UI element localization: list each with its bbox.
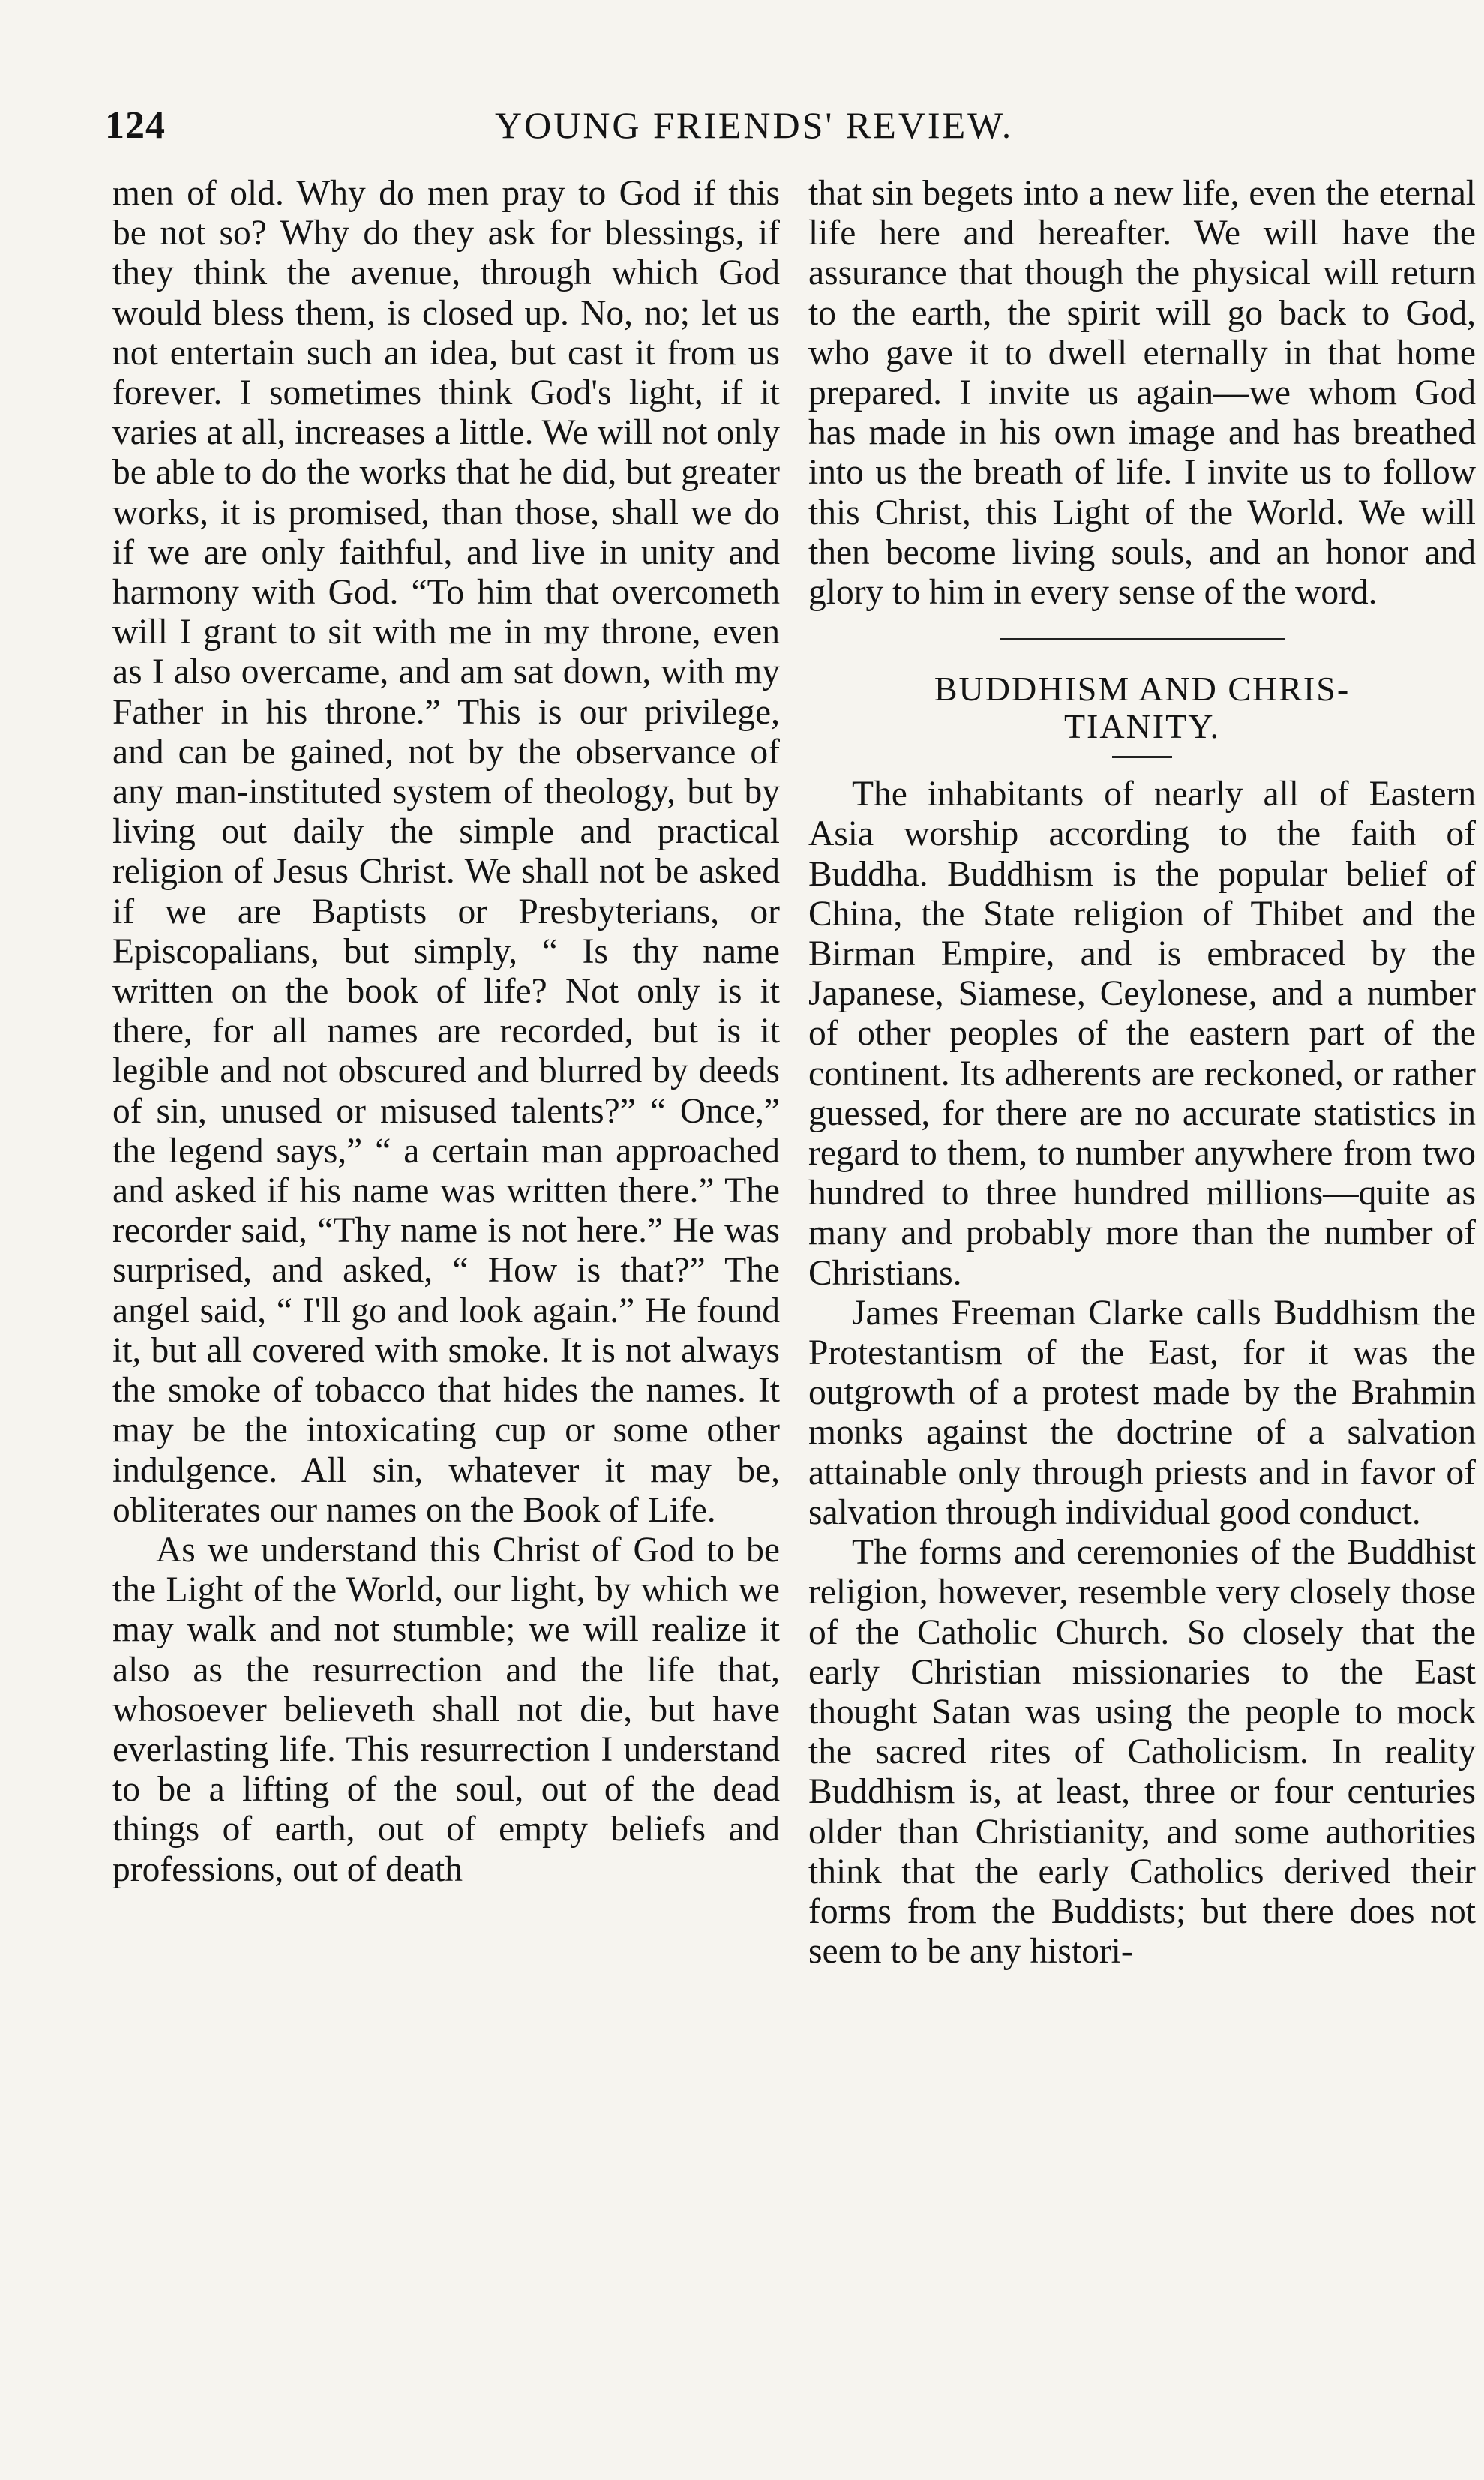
- article-title-line: TIANITY.: [1063, 707, 1221, 746]
- article-title-line: BUDDHISM AND CHRIS-: [934, 670, 1351, 709]
- title-rule: [1112, 756, 1172, 758]
- section-divider: [1000, 638, 1285, 640]
- journal-title: YOUNG FRIENDS' REVIEW.: [495, 104, 1014, 146]
- paragraph: The inhabitants of nearly all of Eastern Asia worship according to the faith of Buddha. Buddhism is the popular belief of China, the State religion of Thibet and the Birman Empire, and is embraced by the Japanese, Siamese, Ceylonese, and a number of other peoples of the eastern part of the continent. Its adherents are reckoned, or rather guessed, for there are no accurate statistics in regard to them, to number anywhere from two hundred to three hundred millions—quite as many and probably more than the number of Christians.: [808, 775, 1476, 1293]
- page-number: 124: [105, 104, 166, 147]
- paragraph: The forms and ceremonies of the Buddhist religion, however, resemble very closely those of the Catholic Church. So closely that the early Christian missionaries to the East thought Satan was using the people to mock the sacred rites of Catholicism. In reality Buddhism is, at least, three or four centuries older than Christianity, and some authorities think that the early Catholics derived their forms from the Buddists; but there does not seem to be any histori-: [808, 1533, 1476, 1972]
- running-head: [105, 103, 1462, 156]
- article-title: [808, 670, 1476, 745]
- paragraph: men of old. Why do men pray to God if this be not so? Why do they ask for blessings, if they think the avenue, through which God would bless them, is closed up. No, no; let us not entertain such an idea, but cast it from us forever. I sometimes think God's light, if it varies at all, increases a little. We will not only be able to do the works that he did, but greater works, it is promised, than those, shall we do if we are only faithful, and live in unity and harmony with God. “To him that overcometh will I grant to sit with me in my throne, even as I also overcame, and am sat down, with my Father in his throne.” This is our privilege, and can be gained, not by the observance of any man-instituted system of theology, but by living out daily the simple and practical religion of Jesus Christ. We shall not be asked if we are Baptists or Presbyterians, or Episcopalians, but simply, “ Is thy name written on the book of life? Not only is it there, for all names are recorded, but is it legible and not obscured and blurred by deeds of sin, unused or misused talents?” “ Once,” the legend says,” “ a certain man approached and asked if his name was written there.” The recorder said, “Thy name is not here.” He was surprised, and asked, “ How is that?” The angel said, “ I'll go and look again.” He found it, but all covered with smoke. It is not always the smoke of tobacco that hides the names. It may be the intoxicating cup or some other indulgence. All sin, whatever it may be, obliterates our names on the Book of Life.: [112, 174, 780, 1530]
- paragraph: As we understand this Christ of God to be the Light of the World, our light, by which we may walk and not stumble; we will realize it also as the resurrection and the life that, whosoever believeth shall not die, but have everlasting life. This resurrection I understand to be a lifting of the soul, out of the dead things of earth, out of empty beliefs and professions, out of death: [112, 1530, 780, 1889]
- right-column: [808, 174, 1476, 1972]
- paragraph: James Freeman Clarke calls Buddhism the Protestantism of the East, for it was the outgrowth of a protest made by the Brahmin monks against the doctrine of a salvation attainable only through priests and in favor of salvation through individual good conduct.: [808, 1293, 1476, 1532]
- left-column: [112, 174, 780, 1890]
- paragraph-continuation: that sin begets into a new life, even the eternal life here and hereafter. We will have the assurance that though the physical will return to the earth, the spirit will go back to God, who gave it to dwell eternally in that home prepared. I invite us again—we whom God has made in his own image and has breathed into us the breath of life. I invite us to follow this Christ, this Light of the World. We will then become living souls, and an honor and glory to him in every sense of the word.: [808, 174, 1476, 613]
